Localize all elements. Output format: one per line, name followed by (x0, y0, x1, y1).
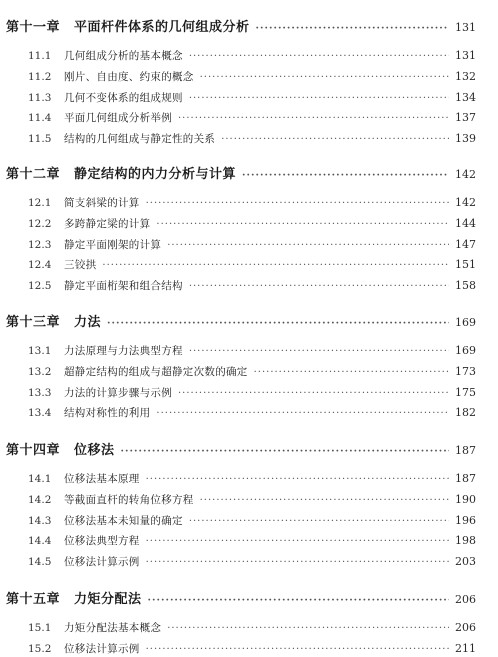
section-number: 12.2 (28, 217, 52, 230)
section-page-number: 151 (455, 258, 476, 272)
dot-leader (146, 198, 449, 210)
section-number: 14.1 (28, 473, 52, 485)
chapter-title: 力法 (74, 315, 102, 330)
section-title: 几何组成分析的基本概念 (64, 50, 183, 62)
section-number: 11.4 (28, 112, 52, 125)
section-page-number: 187 (455, 472, 476, 485)
section-title: 等截面直杆的转角位移方程 (64, 493, 194, 506)
section-entry[interactable] (28, 554, 476, 569)
section-entry[interactable] (28, 110, 476, 125)
section-number: 14.4 (28, 535, 52, 548)
dot-leader (178, 388, 449, 400)
section-entry[interactable] (28, 641, 476, 656)
chapter-heading[interactable] (6, 311, 476, 330)
section-entry[interactable] (28, 513, 476, 528)
chapter-number: 第十五章 (6, 592, 61, 607)
section-number: 13.4 (28, 407, 52, 420)
section-number: 14.5 (28, 556, 52, 569)
section-page-number: 182 (455, 406, 476, 420)
section-title: 结构对称性的利用 (64, 407, 151, 420)
section-title: 平面几何组成分析举例 (64, 112, 172, 125)
dot-leader (189, 516, 449, 528)
section-title: 多跨静定梁的计算 (64, 217, 151, 230)
dot-leader (167, 623, 449, 635)
dot-leader (146, 474, 449, 486)
dot-leader (200, 72, 449, 84)
section-title: 位移法计算示例 (64, 556, 140, 569)
chapter-number: 第十四章 (6, 443, 61, 458)
section-title: 力矩分配法基本概念 (64, 622, 162, 634)
chapter-page-number: 131 (455, 21, 476, 34)
dot-leader (254, 367, 449, 379)
section-number: 14.2 (28, 493, 52, 506)
chapter-title: 平面杆件体系的几何组成分析 (74, 20, 250, 35)
section-entry[interactable] (28, 90, 476, 105)
chapter-heading[interactable] (6, 439, 476, 458)
section-title: 力法的计算步骤与示例 (64, 386, 172, 399)
section-page-number: 203 (455, 555, 476, 569)
section-entry[interactable] (28, 216, 476, 231)
section-page-number: 142 (455, 196, 476, 209)
section-entry[interactable] (28, 385, 476, 400)
section-entry[interactable] (28, 364, 476, 379)
section-page-number: 158 (455, 279, 476, 293)
section-page-number: 139 (455, 132, 476, 146)
section-title: 简支斜梁的计算 (64, 197, 140, 209)
section-entry[interactable] (28, 278, 476, 293)
chapter-heading[interactable] (6, 588, 476, 607)
dot-leader (146, 557, 449, 569)
dot-leader (102, 260, 449, 272)
section-number: 11.3 (28, 91, 52, 104)
dot-leader (156, 219, 449, 231)
section-title: 位移法计算示例 (64, 642, 140, 655)
chapter-page-number: 169 (455, 316, 476, 329)
section-page-number: 190 (455, 492, 476, 506)
section-entry[interactable] (28, 69, 476, 84)
section-number: 11.5 (28, 133, 52, 146)
section-page-number: 173 (455, 364, 476, 378)
chapter-page-number: 187 (455, 444, 476, 457)
section-page-number: 137 (455, 111, 476, 125)
section-entry[interactable] (28, 237, 476, 252)
section-title: 位移法基本原理 (64, 473, 140, 485)
section-page-number: 211 (455, 641, 476, 655)
dot-leader (107, 318, 449, 330)
section-page-number: 134 (455, 90, 476, 104)
dot-leader (189, 281, 449, 293)
chapter-title: 力矩分配法 (74, 592, 142, 607)
section-number: 13.2 (28, 365, 52, 378)
dot-leader (221, 134, 449, 146)
section-number: 11.1 (28, 50, 52, 62)
dot-leader (189, 93, 449, 105)
section-title: 静定平面刚架的计算 (64, 238, 162, 251)
section-number: 13.3 (28, 386, 52, 399)
section-page-number: 169 (455, 344, 476, 357)
section-page-number: 175 (455, 385, 476, 399)
dot-leader (256, 23, 449, 35)
chapter-number: 第十三章 (6, 315, 61, 330)
dot-leader (189, 51, 449, 63)
section-title: 静定平面桁架和组合结构 (64, 280, 183, 293)
chapter-number: 第十二章 (6, 167, 61, 182)
dot-leader (167, 240, 449, 252)
section-page-number: 198 (455, 534, 476, 548)
dot-leader (148, 595, 449, 607)
section-page-number: 196 (455, 513, 476, 527)
section-entry[interactable] (28, 48, 476, 63)
chapter-title: 位移法 (74, 443, 115, 458)
section-number: 15.2 (28, 642, 52, 655)
section-number: 11.2 (28, 70, 52, 83)
section-entry[interactable] (28, 405, 476, 420)
chapter-title: 静定结构的内力分析与计算 (74, 167, 237, 182)
chapter-number: 第十一章 (6, 20, 61, 35)
section-entry[interactable] (28, 471, 476, 486)
chapter-heading[interactable] (6, 163, 476, 182)
section-entry[interactable] (28, 492, 476, 507)
section-title: 结构的几何组成与静定性的关系 (64, 133, 216, 146)
section-title: 超静定结构的组成与超静定次数的确定 (64, 365, 248, 378)
section-number: 12.4 (28, 259, 52, 272)
section-number: 14.3 (28, 514, 52, 527)
section-page-number: 131 (455, 49, 476, 62)
section-number: 12.5 (28, 280, 52, 293)
dot-leader (156, 408, 449, 420)
dot-leader (242, 170, 449, 182)
dot-leader (178, 113, 449, 125)
section-title: 刚片、自由度、约束的概念 (64, 70, 194, 83)
section-entry[interactable] (28, 257, 476, 272)
chapter-page-number: 206 (455, 593, 476, 606)
chapter-heading[interactable] (6, 16, 476, 35)
section-page-number: 147 (455, 237, 476, 251)
section-entry[interactable] (28, 343, 476, 358)
section-page-number: 144 (455, 216, 476, 230)
section-title: 三铰拱 (64, 259, 97, 272)
dot-leader (146, 536, 449, 548)
section-title: 力法原理与力法典型方程 (64, 345, 183, 357)
chapter-page-number: 142 (455, 168, 476, 181)
section-entry[interactable] (28, 195, 476, 210)
section-entry[interactable] (28, 533, 476, 548)
section-number: 15.1 (28, 622, 52, 634)
section-number: 12.1 (28, 197, 52, 209)
section-entry[interactable] (28, 131, 476, 146)
section-number: 13.1 (28, 345, 52, 357)
section-number: 12.3 (28, 238, 52, 251)
dot-leader (146, 644, 449, 656)
dot-leader (189, 346, 449, 358)
section-title: 几何不变体系的组成规则 (64, 91, 183, 104)
section-page-number: 206 (455, 621, 476, 634)
dot-leader (200, 495, 449, 507)
dot-leader (121, 446, 449, 458)
section-entry[interactable] (28, 620, 476, 635)
section-title: 位移法典型方程 (64, 535, 140, 548)
section-title: 位移法基本未知量的确定 (64, 514, 183, 527)
section-page-number: 132 (455, 69, 476, 83)
